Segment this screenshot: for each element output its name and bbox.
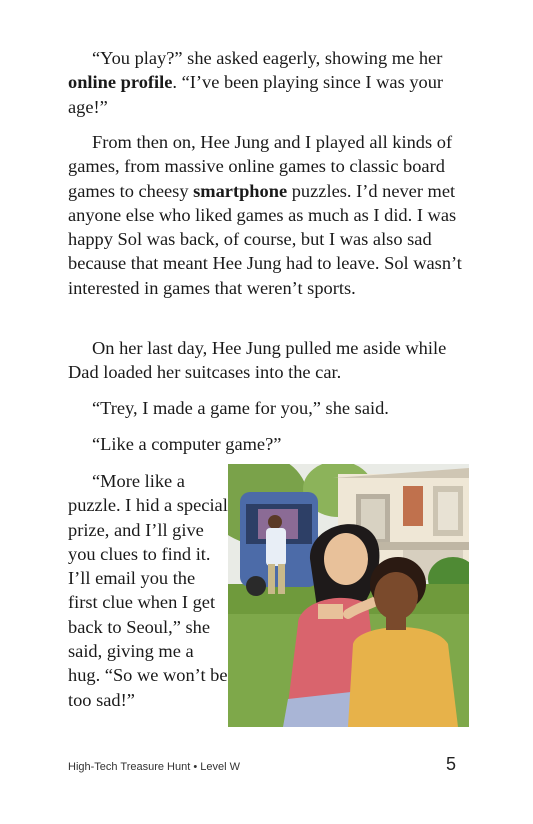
paragraph-6: “More like a puzzle. I hid a special prize, and I’ll give you clues to find it. I’ll email you the first clue when I get back to Seoul,” she said, giving me a hug. “So we won’t be too sad!”	[68, 471, 228, 710]
paragraph-1-text: “You play?” she asked eagerly, showing me her	[92, 48, 443, 68]
book-title-footer: High-Tech Treasure Hunt • Level W	[68, 761, 240, 773]
paragraph-5: “Like a computer game?”	[92, 434, 282, 454]
page-number: 5	[446, 754, 457, 774]
paragraph-2-text-end: puzzles. I’d never met anyone else who liked games as much as I did. I was happy Sol was back, of course, but I was also sad because that meant Hee Jung had to leave. Sol wasn’t interested in games that weren’t sports.	[68, 180, 462, 298]
paragraph-4: “Trey, I made a game for you,” she said.	[92, 398, 389, 418]
vocab-smartphone: smartphone	[193, 180, 288, 201]
paragraph-2	[68, 130, 478, 300]
paragraph-3: On her last day, Hee Jung pulled me aside while Dad loaded her suitcases into the car.	[68, 338, 447, 383]
paragraph-1	[68, 46, 478, 119]
vocab-online-profile: online profile	[68, 72, 173, 93]
paragraph-1-text-end: . “I’ve been playing since I was your age!”	[68, 72, 444, 117]
paragraph-2-text: From then on, Hee Jung and I played all kinds of games, from massive online games to classic board games to cheesy	[68, 132, 453, 201]
story-illustration	[228, 464, 469, 727]
